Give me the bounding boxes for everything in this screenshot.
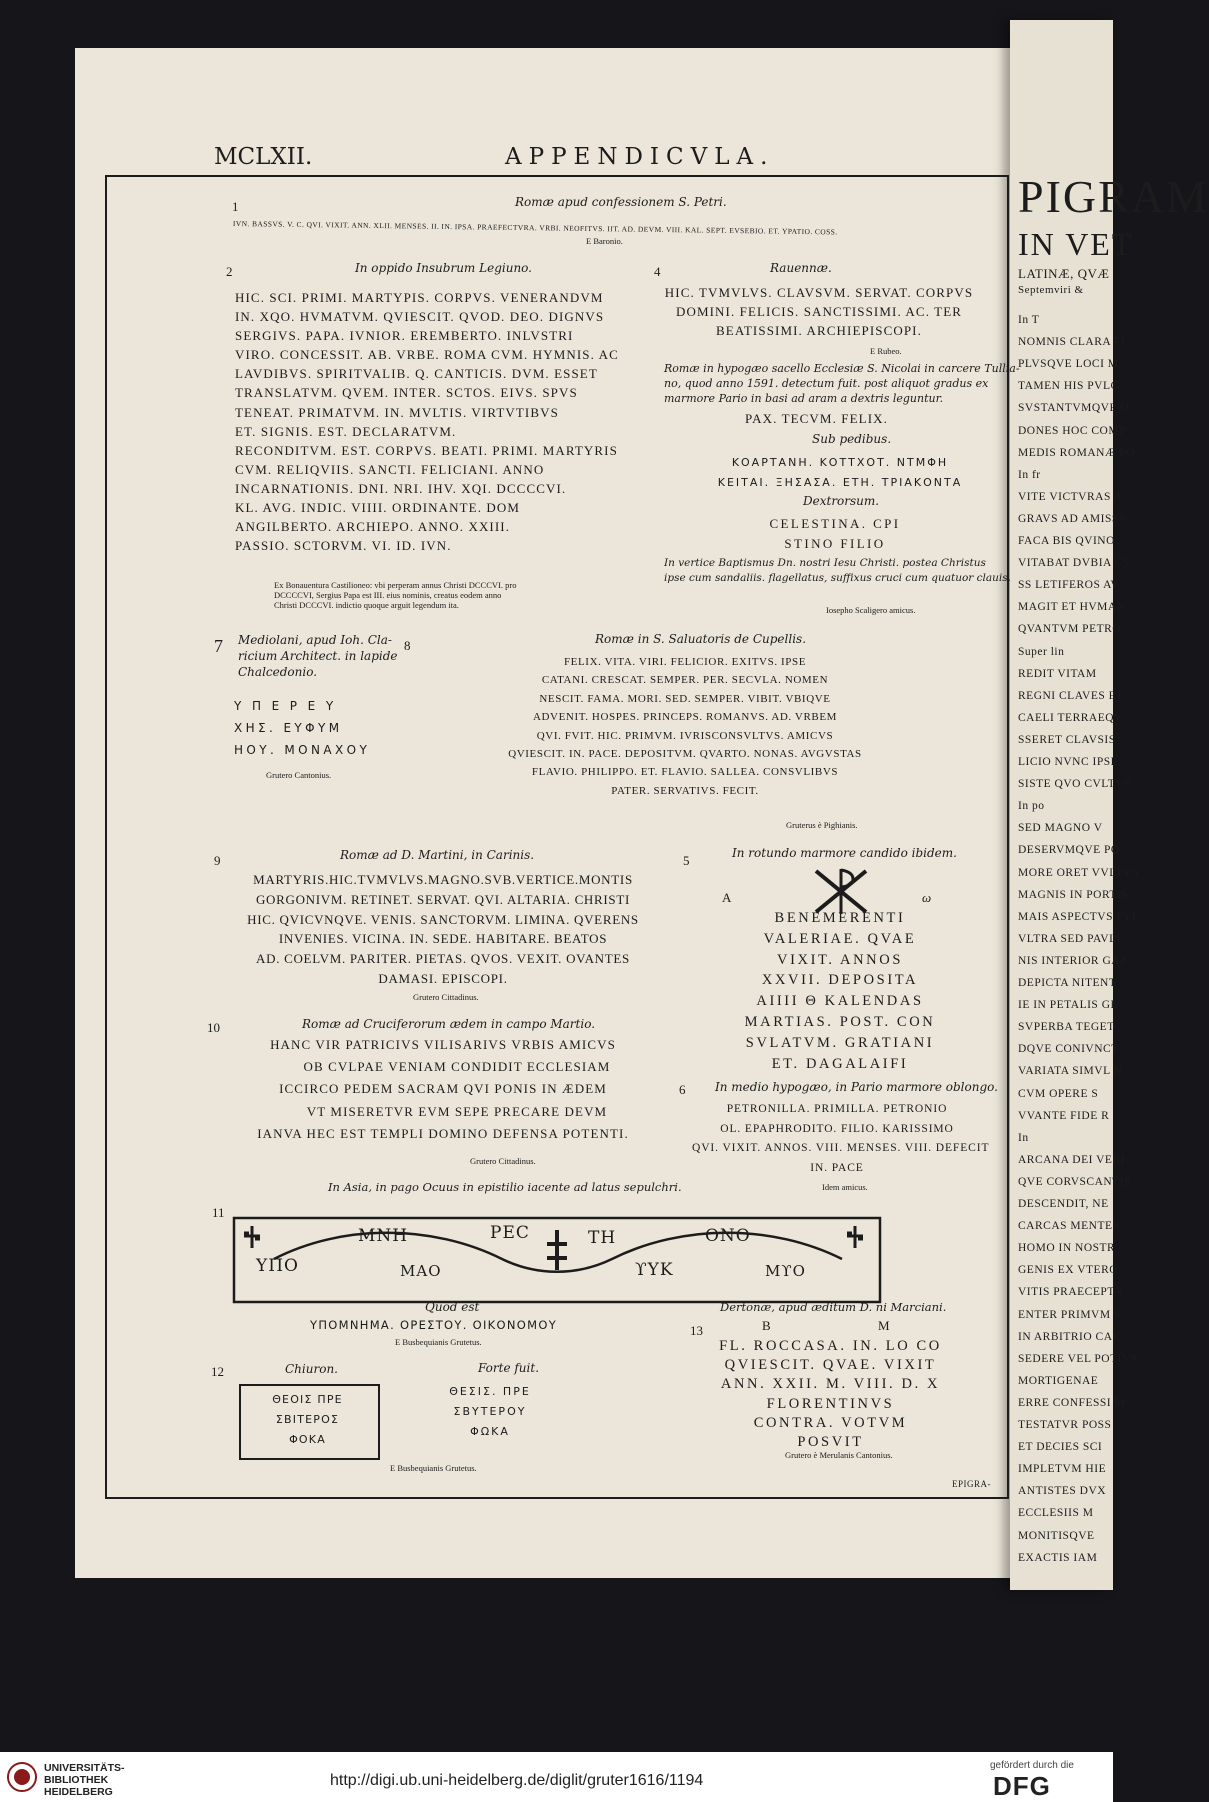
inscription-heading: Romæ ad Cruciferorum ædem in campo Martio. [302, 1017, 596, 1031]
inscription-number: 1 [232, 199, 239, 214]
library-name [44, 1762, 125, 1798]
inscription-line: ICCIRCO PEDEM SACRAM QVI PONIS IN ÆDEM [279, 1081, 607, 1097]
right-page-line: In T [1018, 314, 1040, 326]
right-page-line: CVM OPERE S [1018, 1087, 1099, 1100]
right-page-line: IMPLETVM HIE [1018, 1463, 1107, 1476]
right-page-line: SVSTANTVMQVE O [1018, 402, 1130, 415]
right-page-line: MAGIT ET HVMAN [1018, 601, 1126, 614]
right-page-line: MORTIGENAE [1018, 1374, 1099, 1387]
right-page-line: MAIS ASPECTVS FVL [1018, 910, 1140, 923]
inscription-number: 8 [404, 638, 411, 653]
right-page-line: ANTISTES DVX [1018, 1485, 1107, 1498]
frieze-text: PEC [490, 1223, 530, 1243]
inscription-line: AIIII Θ KALENDAS [756, 993, 924, 1010]
right-page-line: In fr [1018, 468, 1041, 481]
right-page-line: HOMO IN NOSTR [1018, 1242, 1116, 1255]
right-page-line: NOMNIS CLARA FI [1018, 336, 1126, 349]
inscription-line: VIXIT. ANNOS [777, 951, 903, 968]
alpha-letter: A [722, 890, 732, 905]
right-page-line: LATINÆ, QVÆ [1018, 266, 1110, 281]
right-page-line: IE IN PETALIS GE [1018, 999, 1119, 1012]
inscription-number: 7 [214, 636, 223, 656]
inscription-line: CATANI. CRESCAT. SEMPER. PER. SECVLA. NOMEN [541, 674, 829, 687]
greek-inscription: ΚΟΑΡΤΑΝΗ. ΚΟΤΤΧΟΤ. ΝΤΜΦΗ ΚΕΙΤΑΙ. ΞΗΣΑΣΑ. ΕΤΗ. ΤΡΙΑΚΟΝΤΑ [717, 456, 963, 489]
right-page-line: MONITISQVE [1018, 1529, 1095, 1542]
right-page-line: QVANTVM PETRO [1018, 623, 1122, 636]
right-page-line: SSERET CLAVSIS [1018, 733, 1116, 746]
inscription-line: PATER. SERVATIVS. FECIT. [611, 784, 759, 797]
right-page-line: DESERVMQVE PO [1018, 844, 1120, 857]
book-page-right [1010, 20, 1209, 1590]
right-page-line: LICIO NVNC IPSE [1018, 756, 1119, 768]
inscription-source: Iosepho Scaligero amicus. [826, 605, 916, 615]
frieze-text: ΥΠΟ [256, 1256, 299, 1276]
inscription-source: E Busbequianis Grutetus. [395, 1337, 482, 1347]
inscription-line: HANC VIR PATRICIVS VILISARIVS VRBIS AMICVS [270, 1037, 616, 1052]
right-page-line: Septemviri & [1018, 284, 1084, 296]
frieze-text: ΜϒΟ [765, 1262, 806, 1280]
inscription-heading: Chiuron. [285, 1362, 338, 1376]
right-page-line: FACA BIS QVINO [1018, 535, 1115, 547]
right-page-line: SVPERBA TEGET [1018, 1021, 1115, 1034]
inscription-line: QVIESCIT. QVAE. VIXIT [724, 1357, 937, 1374]
right-page-line: ERRE CONFESSI M [1018, 1396, 1126, 1409]
chi-rho-icon [810, 866, 872, 916]
inscription-line: CONTRA. VOTVM [753, 1414, 908, 1431]
inscription-source: E Busbequianis Grutetus. [390, 1463, 477, 1473]
right-page-line: REGNI CLAVES ET [1018, 689, 1124, 702]
inscription-heading: Dertonæ, apud æditum D. ni Marciani. [720, 1300, 947, 1314]
inscription-note: Sub pedibus. [812, 432, 892, 446]
right-page-line: MEDIS ROMANÆ PO [1018, 446, 1135, 459]
inscription-number: 10 [207, 1020, 220, 1035]
right-page-line: MAGNIS IN PORTIS [1018, 888, 1129, 901]
inscription-number: 2 [226, 264, 233, 279]
inscription-line: BENEMERENTI [774, 910, 906, 926]
right-page-line: IN ARBITRIO CAE [1018, 1330, 1121, 1343]
inscription-line: QVIESCIT. IN. PACE. DEPOSITVM. QVARTO. NONAS. AVGVSTAS [508, 748, 862, 760]
inscription-line: POSVIT [797, 1434, 864, 1450]
inscription-text: CELESTINA. CPI STINO FILIO [769, 516, 901, 551]
inscription-heading: Romæ ad D. Martini, in Carinis. [340, 848, 535, 862]
inscription-line: FLAVIO. PHILIPPO. ET. FLAVIO. SALLEA. CONSVLIBVS [531, 766, 839, 779]
right-page-line: VITIS PRAECEPTA [1018, 1286, 1123, 1299]
inscription-heading: Mediolani, apud Ioh. Cla- ricium Architect. in lapide Chalcedonio. [238, 633, 398, 679]
right-page-line: ET DECIES SCI [1018, 1441, 1103, 1454]
right-page-line: REDIT VITAM [1018, 667, 1097, 680]
right-page-line: SED MAGNO V [1018, 822, 1103, 835]
inscription-line: MARTIAS. POST. CON [744, 1014, 936, 1030]
inscription-line: FELIX. VITA. VIRI. FELICIOR. EXITVS. IPSE [563, 656, 807, 668]
right-page-line: SISTE QVO CVLTVS [1018, 778, 1132, 791]
dis-manibus-letter: B [762, 1318, 771, 1333]
inscription-source: E Baronio. [586, 236, 623, 246]
inscription-source: Grutero Cittadinus. [470, 1156, 536, 1166]
inscription-line: SVLATVM. GRATIANI [745, 1034, 935, 1051]
inscription-heading: In rotundo marmore candido ibidem. [732, 846, 957, 860]
inscription-text: PETRONILLA. PRIMILLA. PETRONIO OL. EPAPHRODITO. FILIO. KARISSIMO QVI. VIXIT. ANNOS. VIII. MENSES. VIII. DEFECIT IN. PACE [692, 1103, 990, 1174]
greek-inscription: Υ Π Ε Ρ Ε Υ ΧΗΣ. ΕΥΦΥΜ ΗΟΥ. ΜΟΝΑΧΟΥ [234, 699, 371, 757]
right-page-line: IN VET [1018, 226, 1134, 262]
right-page-line: GRAVS AD AMISSV [1018, 512, 1128, 525]
page-title: APPENDICVLA. [505, 144, 775, 170]
inscription-line: IANVA HEC EST TEMPLI DOMINO DEFENSA POTENTI. [257, 1125, 629, 1141]
right-page-line: VARIATA SIMVL N [1018, 1065, 1123, 1078]
inscription-line: OB CVLPAE VENIAM CONDIDIT ECCLESIAM [303, 1059, 611, 1075]
inscription-line: VALERIAE. QVAE [763, 930, 917, 947]
frieze-text: TH [588, 1228, 617, 1248]
inscription-text: HIC. SCI. PRIMI. MARTYPIS. CORPVS. VENERANDVM IN. XQO. HVMATVM. QVIESCIT. QVOD. DEO. DIGNVS SERGIVS. PAPA. IVNIOR. EREMBERTO. INLVSTRI VIRO. CONCESSIT. AB. VRBE. ROMA CVM. HYMNIS. AC LAVDIBVS. SPIRITVALIB. Q. CANTICIS. DVM. ESSET TRANSLATVM. QVEM. INTER. SCTOS. EIVS. SPVS TENEAT. PRIMATVM. IN. MVLTIS. VIRTVTIBVS ET. SIGNIS. EST. DECLARATVM. RECONDITVM. EST. CORPVS. BEATI. PRIMI. MARTYRIS CVM. RELIQVIIS. SANCTI. FELICIANI. ANNO INCARNATIONIS. DNI. NRI. IHV. XQI. DCCCCVI. KL. AVG. INDIC. VIIII. ORDINANTE. DOM ANGILBERTO. ARCHIEPO. ANNO. XXIII. PASSIO. SCTORVM. VI. ID. IVN. [235, 290, 619, 554]
inscription-note: Ex Bonauentura Castilioneo: vbi perperam annus Christi DCCCVI. pro DCCCCVI, Sergius Papa est III. eius nominis, creatus eodem anno Christi DCCCVI. indictio quoque arguit legendum ita. [274, 580, 517, 610]
right-page-line: PLVSQVE LOCI M [1018, 358, 1119, 371]
inscription-heading: In medio hypogæo, in Pario marmore oblongo. [715, 1080, 998, 1094]
inscription-source: Gruterus è Pighianis. [786, 820, 858, 830]
inscription-source: Grutero Cantonius. [266, 770, 332, 780]
university-seal-icon [6, 1761, 38, 1793]
inscription-heading: Rauennæ. [770, 261, 832, 275]
dis-manibus-letter: M [878, 1318, 890, 1333]
inscription-number: 9 [214, 853, 221, 868]
library-line: HEIDELBERG [44, 1786, 113, 1798]
inscription-line: NESCIT. FAMA. MORI. SED. SEMPER. VIBIT. VBIQVE [539, 692, 831, 705]
frieze-text: MNH [358, 1226, 409, 1246]
inscription-number: 12 [211, 1364, 224, 1379]
right-page-line: QVE CORVSCANTIS [1018, 1175, 1131, 1188]
right-page-line: In po [1018, 800, 1045, 813]
inscription-number: 5 [683, 853, 690, 868]
inscription-text: MARTYRIS.HIC.TVMVLVS.MAGNO.SVB.VERTICE.MONTIS GORGONIVM. RETINET. SERVAT. QVI. ALTARIA. CHRISTI HIC. QVICVNQVE. VENIS. SANCTORVM. LIMINA. QVERENS INVENIES. VICINA. IN. SEDE. HABITARE. BEATOS AD. COELVM. PARITER. PIETAS. QVOS. VEXIT. OVANTES DAMASI. EPISCOPI. [247, 872, 639, 986]
inscription-line: FLORENTINVS [766, 1395, 895, 1412]
inscription-heading: Romæ in S. Saluatoris de Cupellis. [595, 632, 807, 646]
right-page-line: MORE ORET VVLTVS [1018, 866, 1139, 879]
right-page-line: VVANTE FIDE R [1018, 1109, 1110, 1122]
right-page-line: SEDERE VEL POTIVS [1018, 1352, 1138, 1365]
inscription-note: Forte fuit. [478, 1361, 540, 1375]
inscription-number: 4 [654, 264, 661, 279]
frieze-text: ϒΥΚ [635, 1260, 674, 1280]
inscription-text: HIC. TVMVLVS. CLAVSVM. SERVAT. CORPVS DOMINI. FELICIS. SANCTISSIMI. AC. TER BEATISSIMI. ARCHIEPISCOPI. [664, 285, 974, 338]
right-page-line: DEPICTA NITENT [1018, 977, 1117, 989]
library-line: BIBLIOTHEK [44, 1774, 109, 1786]
catchword: EPIGRA- [952, 1479, 991, 1489]
inscription-line: PAX. TECVM. FELIX. [745, 411, 888, 426]
right-page-line: Super lin [1018, 645, 1065, 658]
right-page-line: DESCENDIT, NE [1018, 1198, 1109, 1210]
inscription-heading: Romæ apud confessionem S. Petri. [515, 195, 727, 209]
right-page-line: VITABAT DVBIA CV [1018, 557, 1132, 570]
right-page-line: PIGRAM [1018, 171, 1209, 222]
inscription-number: 13 [690, 1323, 703, 1338]
inscription-source: Grutero è Merulanis Cantonius. [785, 1450, 893, 1460]
right-page-line: GENIS EX VTERO [1018, 1264, 1119, 1277]
right-page-line: TESTATVR POSS [1018, 1419, 1112, 1431]
inscription-heading: In oppido Insubrum Legiuno. [355, 261, 532, 275]
right-page-line: VLTRA SED PAVLI [1018, 932, 1121, 945]
right-page-line: EXACTIS IAM [1018, 1551, 1098, 1564]
inscription-line: ADVENIT. HOSPES. PRINCEPS. ROMANVS. AD. VRBEM [532, 711, 838, 724]
right-page-line: VITE VICTVRAS A [1018, 490, 1123, 503]
inscription-line: QVI. FVIT. HIC. PRIMVM. IVRISCONSVLTVS. AMICVS [536, 729, 834, 742]
right-page-line: TAMEN HIS PVLC [1018, 380, 1119, 393]
right-page-line: NIS INTERIOR GAZ [1018, 954, 1128, 967]
right-page-line: CAELI TERRAEQV [1018, 711, 1123, 724]
inscription-description: In vertice Baptismus Dn. nostri Iesu Christi. postea Christus ipse cum sandaliis. flagellatus, suffixus cruci cum quatuor clauis. [664, 557, 1011, 584]
right-page-line: CARCAS MENTES [1018, 1220, 1120, 1233]
inscription-note: Dextrorsum. [803, 494, 880, 508]
right-page-line: ENTER PRIMVM S [1018, 1308, 1121, 1321]
inscription-line: ET. DAGALAIFI [771, 1055, 909, 1072]
inscription-description: In Asia, in pago Ocuus in epistilio iacente ad latus sepulchri. [328, 1180, 682, 1194]
inscription-number: 11 [212, 1205, 225, 1220]
dfg-logo: DFG [993, 1771, 1051, 1801]
greek-inscription: ΘΕΣΙΣ. ΠΡΕ ΣΒΥΤΕΡΟΥ ΦΩΚΑ [449, 1385, 531, 1438]
greek-inscription: ΘΕΟΙΣ ΠΡΕ ΣΒΙΤΕΡΟΣ ΦΟΚΑ [272, 1393, 343, 1446]
page-number: MCLXII. [214, 144, 313, 170]
library-line: UNIVERSITÄTS- [44, 1762, 125, 1774]
inscription-line: FL. ROCCASA. IN. LO CO [719, 1338, 942, 1354]
omega-letter: ω [922, 890, 932, 905]
right-page-line: ECCLESIIS M [1018, 1507, 1094, 1520]
right-page-line: DONES HOC COMP [1018, 424, 1126, 437]
right-page-line: ARCANA DEI VERI [1018, 1153, 1125, 1166]
frieze-text: ONO [705, 1226, 751, 1246]
inscription-line: ANN. XXII. M. VIII. D. X [720, 1376, 941, 1393]
inscription-source: Idem amicus. [822, 1182, 868, 1192]
right-page-line: In [1018, 1131, 1029, 1144]
right-page-line: SS LETIFEROS AV [1018, 579, 1120, 592]
permalink-url[interactable]: http://digi.ub.uni-heidelberg.de/diglit/gruter1616/1194 [330, 1772, 704, 1789]
frieze-text: ΜΑΟ [400, 1262, 442, 1280]
right-page-line: DQVE CONIVNCT [1018, 1043, 1119, 1056]
inscription-note: Quod est [425, 1300, 480, 1314]
inscription-line: XXVII. DEPOSITA [761, 972, 919, 989]
inscription-number: 6 [679, 1082, 686, 1097]
inscription-source: Grutero Cittadinus. [413, 992, 479, 1002]
funding-text: gefördert durch die [990, 1760, 1074, 1771]
carved-frieze-wave [232, 1216, 882, 1304]
inscription-source: E Rubeo. [870, 346, 902, 356]
inscription-line: IVN. BASSVS. V. C. QVI. VIXIT. ANN. XLII. MENSES. II. IN. IPSA. PRAEFECTVRA. VRBI. NEOFITVS. IIT. AD. DEVM. VIII. KAL. SEPT. EVSEBIO. ET. YPATIO. COSS. [232, 219, 838, 237]
greek-inscription: ΥΠΟΜΝΗΜΑ. ΟΡΕΣΤΟΥ. ΟΙΚΟΝΟΜΟΥ [310, 1318, 558, 1332]
inscription-line: VT MISERETVR EVM SEPE PRECARE DEVM [306, 1103, 608, 1119]
inscription-description: Romæ in hypogæo sacello Ecclesiæ S. Nicolai in carcere Tullia- no, quod anno 1591. detectum fuit. post aliquot gradus ex marmore Pario in basi ad aram a dextris leguntur. [664, 362, 1020, 405]
